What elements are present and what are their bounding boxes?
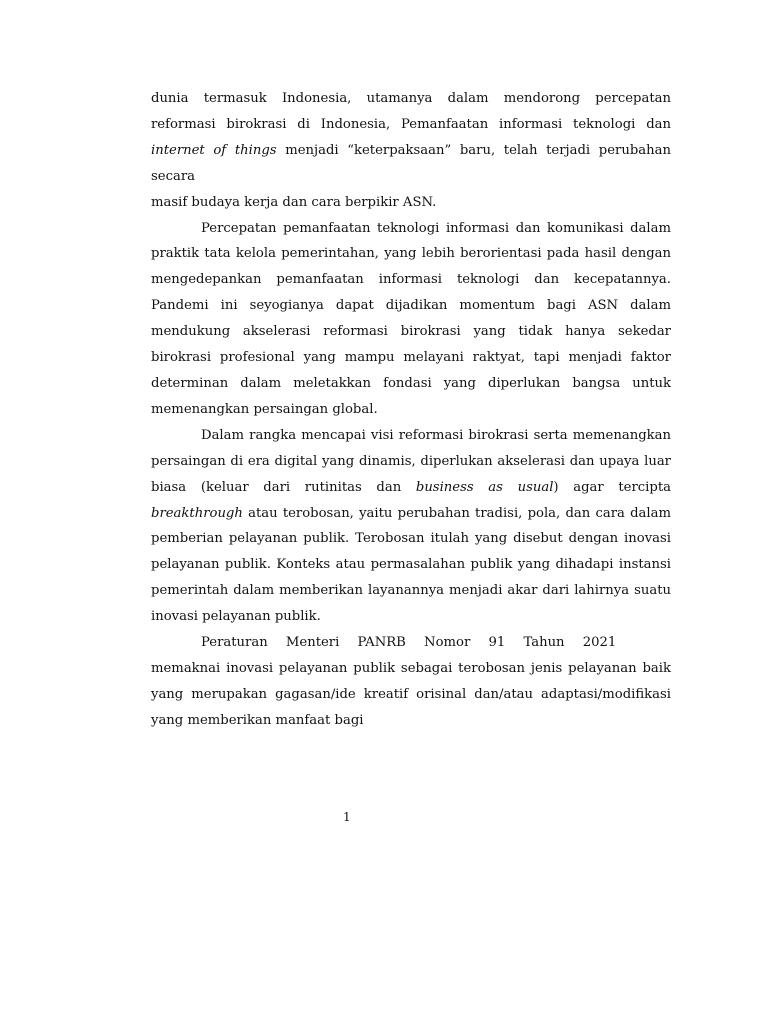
paragraph-1-line-2: reformasi birokrasi di Indonesia, Pemanfaatan informasi teknologi dan (151, 116, 671, 132)
paragraph-3 (151, 423, 671, 630)
paragraph-2: Percepatan pemanfaatan teknologi informasi dan komunikasi dalam praktik tata kelola pemerintahan, yang lebih berorientasi pada hasil dengan mengedepankan pemanfaatan informasi teknologi dan kecepatannya. Pandemi ini seyogianya dapat dijadikan momentum bagi ASN dalam mendukung akselerasi reformasi birokrasi yang tidak hanya sekedar birokrasi profesional yang mampu melayani raktyat, tapi menjadi faktor determinan dalam meletakkan fondasi yang diperlukan bangsa untuk memenangkan persaingan global. (151, 220, 671, 417)
page-number: 1 (343, 810, 351, 824)
paragraph-1-line-4: masif budaya kerja dan cara berpikir ASN. (151, 194, 437, 210)
italic-term-breakthrough: breakthrough (151, 505, 243, 521)
paragraph-4-rest: memaknai inovasi pelayanan publik sebagai terobosan jenis pelayanan baik yang merupakan gagasan/ide kreatif orisinal dan/atau adaptasi/modifikasi yang memberikan manfaat bagi (151, 660, 671, 728)
paragraph-3-part-2: ) agar tercipta (553, 479, 671, 495)
paragraph-1-line-3 (151, 138, 671, 190)
body-text (151, 86, 671, 734)
paragraph-4-line-1: Peraturan Menteri PANRB Nomor 91 Tahun 2021 (201, 635, 617, 651)
italic-term-internet-of-things: internet of things (151, 142, 277, 158)
paragraph-1 (151, 86, 671, 216)
paragraph-3-part-3: atau terobosan, yaitu perubahan tradisi, pola, dan cara dalam pemberian pelayanan publik. Terobosan itulah yang disebut dengan inovasi pelayanan publik. Konteks atau permasalahan publik yang dihadapi instansi pemerintah dalam memberikan layanannya menjadi akar dari lahirnya suatu inovasi pelayanan publik. (151, 505, 671, 625)
paragraph-3-part-1: Dalam rangka mencapai visi reformasi birokrasi serta memenangkan persaingan di era digital yang dinamis, diperlukan akselerasi dan upaya luar biasa (keluar dari rutinitas dan (151, 427, 671, 495)
paragraph-4 (151, 630, 671, 734)
paragraph-1-line-3-rest: menjadi “keterpaksaan” baru, telah terjadi perubahan secara (151, 142, 671, 184)
paragraph-1-line-1: dunia termasuk Indonesia, utamanya dalam mendorong percepatan (151, 91, 671, 106)
italic-term-business-as-usual: business as usual (415, 479, 554, 495)
